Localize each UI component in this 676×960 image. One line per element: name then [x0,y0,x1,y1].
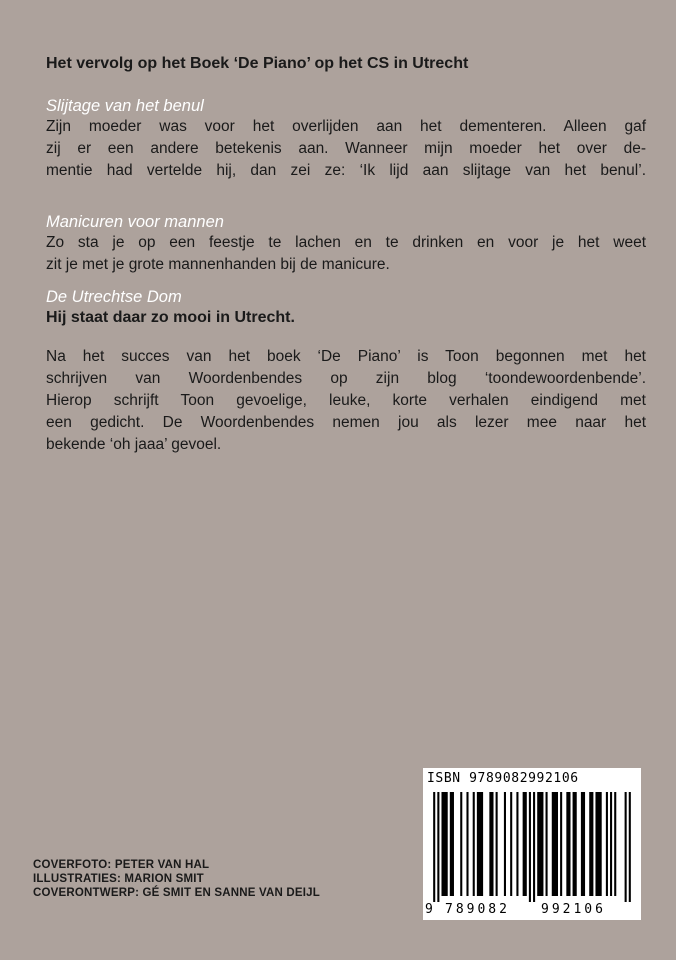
credit-illustraties: ILLUSTRATIES: MARION SMIT [33,873,204,885]
barcode-bar [516,792,518,896]
cover-credits [33,858,320,900]
barcode-bar [552,792,558,896]
barcode-bar [450,792,454,896]
intro-paragraph [46,346,646,456]
credit-coverontwerp: COVERONTWERP: GÉ SMIT EN SANNE VAN DEIJL [33,887,321,899]
barcode-bar [433,792,435,902]
text-line: een gedicht. De Woordenbendes nemen jou als lezer mee naar het [46,414,646,431]
barcode-bar [610,792,612,896]
section-text-slijtage [46,116,646,182]
barcode-bar [606,792,608,896]
section-heading-manicuren: Manicuren voor mannen [46,213,224,231]
text-line: zij er een andere betekenis aan. Wanneer mijn moeder het over de- [46,140,646,157]
text-line: Zijn moeder was voor het overlijden aan het dementeren. Alleen gaf [46,118,646,135]
section-heading-dom: De Utrechtse Dom [46,288,182,306]
isbn-barcode [423,768,641,920]
section-heading-slijtage: Slijtage van het benul [46,97,204,115]
barcode-digit-first: 9 [425,902,433,917]
section-text-manicuren [46,232,646,276]
barcode-bar [441,792,447,896]
barcode-bar [510,792,512,896]
credit-coverfoto: COVERFOTO: PETER VAN HAL [33,859,210,871]
book-subtitle: Het vervolg op het Boek ‘De Piano’ op het CS in Utrecht [46,55,469,72]
barcode-bar [566,792,570,896]
barcode-digits [423,902,641,918]
text-line: Na het succes van het boek ‘De Piano’ is Toon begonnen met het [46,348,646,365]
barcode-bar [473,792,475,896]
barcode-bar [595,792,601,896]
barcode-bar [625,792,627,902]
barcode-bar [477,792,483,896]
barcode-digits-left: 789082 [445,902,510,917]
barcode-bar [489,792,493,896]
barcode-bar [537,792,543,896]
text-line: Hierop schrijft Toon gevoelige, leuke, korte verhalen eindigend met [46,392,646,409]
barcode-bars [429,792,635,902]
barcode-bar [560,792,562,896]
barcode-bar [523,792,527,896]
barcode-bar [496,792,498,896]
barcode-bar [437,792,439,902]
text-line: zit je met je grote mannenhanden bij de manicure. [46,256,390,273]
isbn-label: ISBN 9789082992106 [427,771,579,786]
barcode-bar [546,792,548,896]
barcode-bar [466,792,468,896]
barcode-bar [589,792,593,896]
barcode-bar [504,792,506,896]
text-line: bekende ‘oh jaaa’ gevoel. [46,436,222,453]
section-text-dom: Hij staat daar zo mooi in Utrecht. [46,309,295,326]
barcode-bar [629,792,631,902]
text-line: schrijven van Woordenbendes op zijn blog ‘toondewoordenbende’. [46,370,646,387]
barcode-bar [614,792,616,896]
text-line: mentie had vertelde hij, dan zei ze: ‘Ik lijd aan slijtage van het benul’. [46,162,646,179]
barcode-digits-right: 992106 [541,902,606,917]
text-line: Zo sta je op een feestje te lachen en te drinken en voor je het weet [46,234,646,251]
barcode-bar [581,792,585,896]
barcode-bar [460,792,462,896]
barcode-bar [573,792,577,896]
barcode-bar [529,792,531,902]
barcode-bar [533,792,535,902]
